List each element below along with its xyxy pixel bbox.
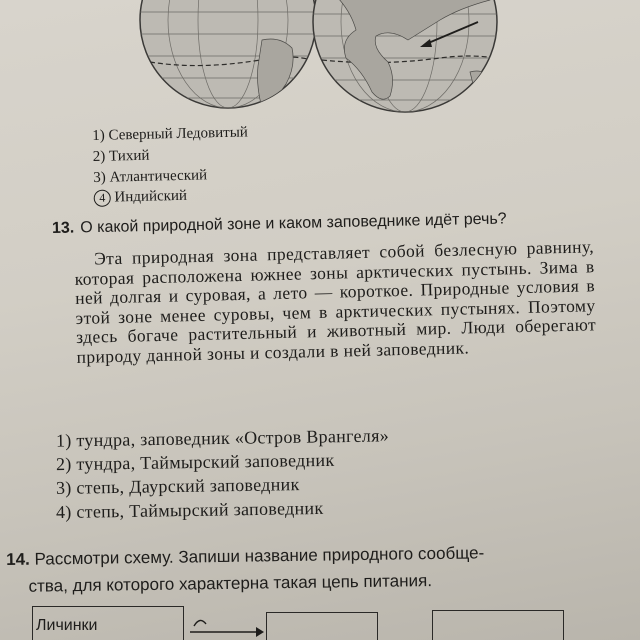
answer-2: 2) тундра, Таймырский заповедник bbox=[55, 449, 335, 475]
option-3: 3) Атлантический bbox=[93, 167, 208, 186]
arrow-right-icon bbox=[256, 627, 264, 637]
option-4: 4 Индийский bbox=[93, 186, 187, 208]
hemispheres-illustration bbox=[0, 0, 640, 118]
answer-1: 1) тундра, заповедник «Остров Врангеля» bbox=[55, 425, 390, 451]
option-2: 2) Тихий bbox=[92, 147, 150, 165]
food-chain-arrow bbox=[186, 612, 266, 640]
answer-4: 4) степь, Таймырский заповедник bbox=[55, 497, 324, 523]
circled-number: 4 bbox=[94, 190, 111, 207]
question-14: 14. Рассмотри схему. Запиши название природного сообще- ства, для которого характерна такая цепь питания. bbox=[6, 543, 485, 596]
food-chain-label: Личинки bbox=[36, 617, 98, 634]
western-hemisphere bbox=[140, 0, 316, 108]
eastern-hemisphere bbox=[310, 0, 500, 112]
question-13-paragraph: Эта природная зона представляет собой безлесную равнину, которая расположена южнее зоны арктических пустынь. Зима в ней долгая и суровая, а лето — короткое. Природные условия в этой зоне менее суровы, чем в арктических пустынях. Поэтому здесь богаче растительный и животный мир. Люди оберегают природу данной зоны и создали в ней заповедник. bbox=[74, 236, 597, 367]
option-1: 1) Северный Ледовитый bbox=[92, 124, 249, 144]
food-chain-box-3[interactable] bbox=[432, 610, 564, 640]
question-12-options bbox=[0, 110, 640, 214]
question-13-title: 13. О какой природной зоне и каком заповеднике идёт речь? bbox=[51, 210, 507, 237]
answer-3: 3) степь, Даурский заповедник bbox=[55, 474, 300, 498]
world-map-hemispheres bbox=[0, 0, 640, 118]
food-chain-box-2[interactable] bbox=[266, 612, 378, 640]
